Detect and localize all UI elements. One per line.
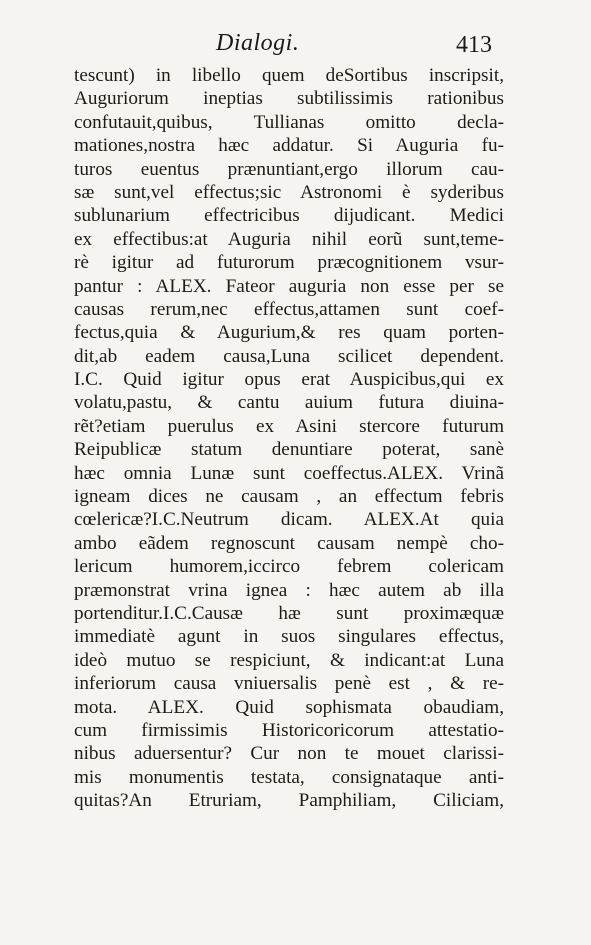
running-title: Dialogi. — [216, 30, 300, 56]
text-line: I.C. Quid igitur opus erat Auspicibus,qui ex — [74, 369, 504, 391]
text-line: cœlericæ?I.C.Neutrum dicam. ALEX.At quia — [74, 509, 504, 531]
text-line: fectus,quia & Augurium,& res quam porten- — [74, 322, 504, 344]
page-number: 413 — [456, 32, 492, 58]
text-line: ambo eãdem regnoscunt causam nempè cho- — [74, 532, 504, 554]
text-line: nibus aduersentur? Cur non te mouet clarissi- — [74, 743, 504, 765]
text-line: rè igitur ad futurorum præcognitionem vsur- — [74, 252, 504, 274]
text-line: dit,ab eadem causa,Luna scilicet dependent. — [74, 345, 504, 367]
text-line: præmonstrat vrina ignea : hæc autem ab illa — [74, 579, 504, 601]
text-line: volatu,pastu, & cantu auium futura diuina- — [74, 392, 504, 414]
text-line: quitas?An Etruriam, Pamphiliam, Ciliciam, — [74, 790, 504, 812]
text-line: ideò mutuo se respiciunt, & indicant:at Luna — [74, 649, 504, 671]
text-line: pantur : ALEX. Fateor auguria non esse per se — [74, 275, 504, 297]
text-line: causas rerum,nec effectus,attamen sunt coef- — [74, 298, 504, 320]
page-header — [76, 30, 492, 66]
text-line: mota. ALEX. Quid sophismata obaudiam, — [74, 696, 504, 718]
text-line: igneam dices ne causam , an effectum febris — [74, 486, 504, 508]
text-line: mationes,nostra hæc addatur. Si Auguria fu- — [74, 135, 504, 157]
text-line: hæc omnia Lunæ sunt coeffectus.ALEX. Vrinã — [74, 462, 504, 484]
text-line: cum firmissimis Historicoricorum attestatio- — [74, 719, 504, 741]
text-line: tescunt) in libello quem deSortibus inscripsit, — [74, 65, 504, 86]
text-line: ex effectibus:at Auguria nihil eorũ sunt,teme- — [74, 228, 504, 250]
text-line: portenditur.I.C.Causæ hæ sunt proximæquæ — [74, 602, 504, 624]
text-line: sæ sunt,vel effectus;sic Astronomi è syderibus — [74, 181, 504, 203]
text-line: mis monumentis testata, consignataque anti- — [74, 766, 504, 788]
text-line: turos euentus prænuntiant,ergo illorum cau- — [74, 158, 504, 180]
text-line: inferiorum causa vniuersalis penè est , & re- — [74, 673, 504, 695]
text-line: Auguriorum ineptias subtilissimis rationibus — [74, 88, 504, 110]
text-line: lericum humorem,iccirco febrem colericam — [74, 556, 504, 578]
text-line: immediatè agunt in suos singulares effectus, — [74, 626, 504, 648]
text-line: confutauit,quibus, Tullianas omitto decla- — [74, 111, 504, 133]
body-text — [74, 64, 504, 813]
text-line: sublunarium effectricibus dijudicant. Medici — [74, 205, 504, 227]
text-line: Reipublicæ statum denuntiare poterat, sanè — [74, 439, 504, 461]
text-line: rẽt?etiam puerulus ex Asini stercore futurum — [74, 415, 504, 437]
